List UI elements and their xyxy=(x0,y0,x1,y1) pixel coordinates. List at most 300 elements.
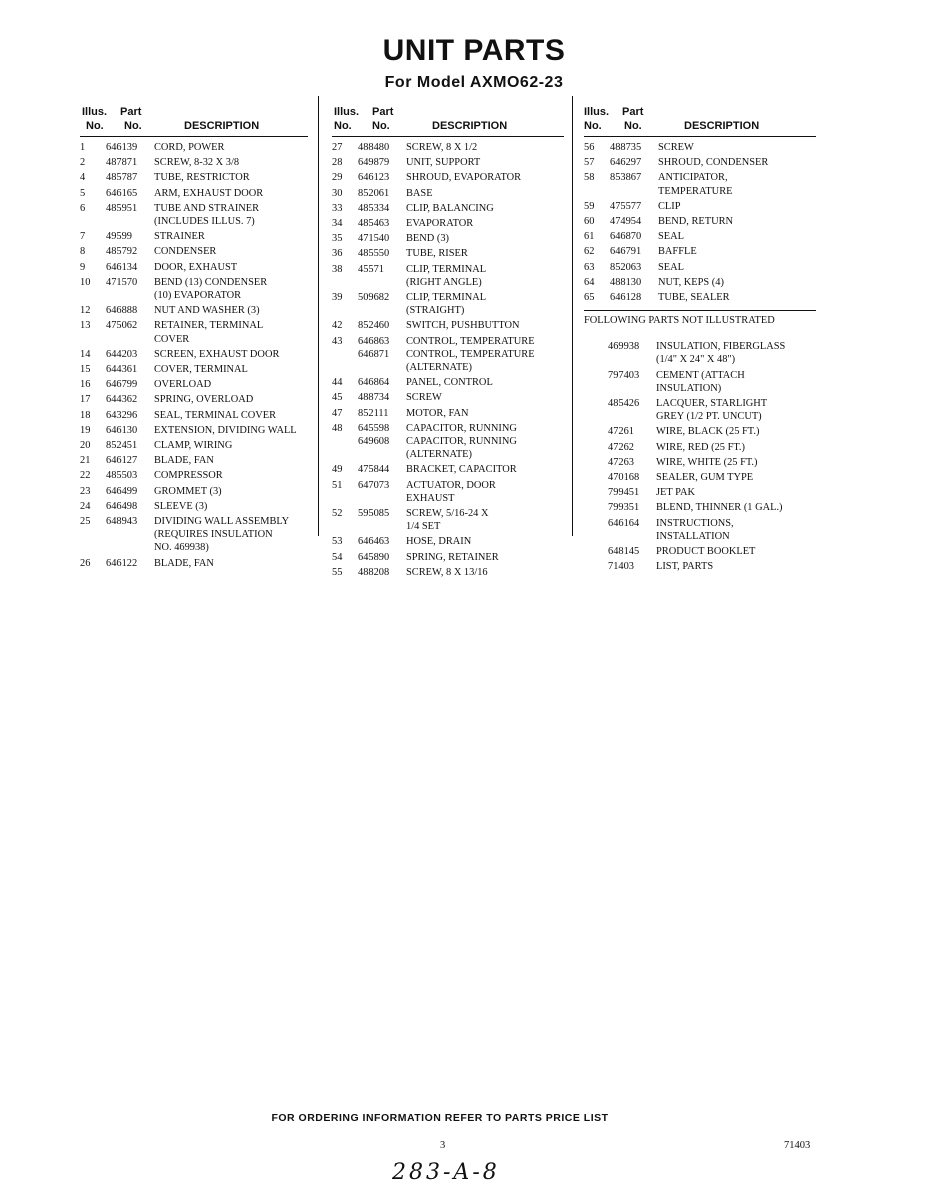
part-number: 485503 xyxy=(106,470,138,482)
illus-number: 10 xyxy=(80,276,91,288)
not-illustrated-heading: FOLLOWING PARTS NOT ILLUSTRATED xyxy=(584,310,816,326)
part-number: 47262 xyxy=(608,441,634,453)
parts-row xyxy=(584,369,816,395)
not-illustrated-list xyxy=(584,340,816,573)
part-description xyxy=(656,369,816,395)
parts-row xyxy=(80,454,308,467)
description-line: (ALTERNATE) xyxy=(406,449,472,461)
part-description xyxy=(658,200,816,213)
description-line: (10) EVAPORATOR xyxy=(154,290,242,302)
description-line: SCREW, 8 X 1/2 xyxy=(406,142,478,153)
description-line: COVER xyxy=(154,333,190,345)
part-number: 47263 xyxy=(608,456,634,468)
parts-row xyxy=(584,230,816,243)
parts-row xyxy=(584,215,816,228)
description-line: RETAINER, TERMINAL xyxy=(154,320,264,332)
part-description xyxy=(154,276,308,302)
description-line: SCREW, 8-32 X 3/8 xyxy=(154,157,240,169)
part-description xyxy=(406,187,564,200)
description-line: CLIP, TERMINAL xyxy=(406,292,487,304)
part-number: 646165 xyxy=(106,187,138,199)
illus-number: 24 xyxy=(80,500,91,512)
part-number: 799351 xyxy=(608,502,640,514)
description-line: 1/4 SET xyxy=(406,521,441,533)
part-number: 485787 xyxy=(106,172,138,184)
illus-number: 42 xyxy=(332,320,343,332)
description-line: OVERLOAD xyxy=(154,379,212,391)
illus-number xyxy=(584,456,608,469)
part-number: 488208 xyxy=(358,566,390,578)
description-line: INSTALLATION xyxy=(656,530,730,542)
parts-row xyxy=(332,463,564,476)
part-number: 485792 xyxy=(106,246,138,258)
illus-number xyxy=(584,340,608,366)
part-description xyxy=(406,507,564,533)
description-line: BAFFLE xyxy=(658,246,697,258)
part-description xyxy=(656,560,816,573)
illus-number: 4 xyxy=(80,172,86,184)
parts-row xyxy=(80,424,308,437)
parts-row xyxy=(332,376,564,389)
description-line: COVER, TERMINAL xyxy=(154,364,248,376)
illus-number: 22 xyxy=(80,470,91,482)
parts-row xyxy=(584,200,816,213)
document-number: 71403 xyxy=(784,1140,811,1151)
part-description xyxy=(656,425,816,438)
part-number: 648145 xyxy=(608,546,640,558)
part-number: 649879 xyxy=(358,157,390,169)
description-line: SCREW xyxy=(406,392,442,404)
illus-number: 55 xyxy=(332,566,343,578)
part-description xyxy=(406,232,564,245)
part-description xyxy=(658,141,816,154)
part-description xyxy=(154,409,308,422)
part-description xyxy=(656,340,816,366)
parts-row xyxy=(332,435,564,461)
part-number: 646799 xyxy=(106,379,138,391)
part-number: 485550 xyxy=(358,248,390,260)
part-description xyxy=(406,263,564,289)
part-description xyxy=(154,469,308,482)
part-description xyxy=(154,156,308,169)
description-line: EXTENSION, DIVIDING WALL xyxy=(154,424,297,436)
part-description xyxy=(406,319,564,332)
illus-number: 5 xyxy=(80,187,86,199)
illus-number xyxy=(332,348,358,374)
part-description xyxy=(154,363,308,376)
part-number: 475844 xyxy=(358,464,390,476)
part-no-header: No. xyxy=(372,120,390,132)
illus-number: 54 xyxy=(332,551,343,563)
part-description xyxy=(154,393,308,406)
parts-row xyxy=(332,319,564,332)
description-line: HOSE, DRAIN xyxy=(406,536,472,548)
parts-row xyxy=(332,202,564,215)
part-description xyxy=(656,397,816,423)
description-line: CEMENT (ATTACH xyxy=(656,369,745,381)
parts-row xyxy=(584,171,816,197)
illus-number xyxy=(584,517,608,543)
description-line: CONDENSER xyxy=(154,246,217,258)
parts-row xyxy=(80,156,308,169)
part-no-header: No. xyxy=(124,120,142,132)
illus-number: 36 xyxy=(332,248,343,260)
part-number: 646134 xyxy=(106,261,138,273)
illus-number: 19 xyxy=(80,424,91,436)
part-number: 852460 xyxy=(358,320,390,332)
description-line: TUBE, SEALER xyxy=(658,292,730,304)
model-subtitle: For Model AXMO62-23 xyxy=(384,74,564,91)
parts-row xyxy=(332,263,564,289)
description-line: NUT, KEPS (4) xyxy=(658,276,724,288)
parts-row xyxy=(332,335,564,348)
illus-number: 7 xyxy=(80,231,86,243)
description-line: SCREEN, EXHAUST DOOR xyxy=(154,348,280,360)
parts-row xyxy=(584,245,816,258)
illus-number: 61 xyxy=(584,231,595,243)
description-line: TUBE, RESTRICTOR xyxy=(154,172,250,184)
parts-row xyxy=(332,348,564,374)
parts-row xyxy=(584,261,816,274)
description-line: TEMPERATURE xyxy=(658,185,733,197)
parts-row xyxy=(332,187,564,200)
description-line: PRODUCT BOOKLET xyxy=(656,546,756,558)
part-description xyxy=(154,230,308,243)
description-line: BEND (3) xyxy=(406,233,449,245)
description-line: SPRING, OVERLOAD xyxy=(154,394,254,406)
illus-number: 27 xyxy=(332,142,343,153)
part-number: 488130 xyxy=(610,276,642,288)
illus-number: 21 xyxy=(80,455,91,467)
parts-row xyxy=(584,471,816,484)
illus-number: 25 xyxy=(80,516,91,528)
part-description xyxy=(658,156,816,169)
part-number: 509682 xyxy=(358,292,390,304)
part-description xyxy=(406,391,564,404)
parts-row xyxy=(584,340,816,366)
part-number: 644362 xyxy=(106,394,138,406)
column-divider xyxy=(318,96,319,536)
parts-row xyxy=(584,291,816,304)
part-number: 646139 xyxy=(106,142,138,153)
parts-row xyxy=(80,319,308,345)
part-number: 485951 xyxy=(106,202,138,214)
illus-number: 12 xyxy=(80,305,91,317)
description-line: TUBE, RISER xyxy=(406,248,468,260)
illus-number xyxy=(584,397,608,423)
illus-number: 20 xyxy=(80,440,91,452)
description-line: SWITCH, PUSHBUTTON xyxy=(406,320,520,332)
part-number: 853867 xyxy=(610,172,642,184)
description-line: CAPACITOR, RUNNING xyxy=(406,422,517,434)
description-line: SCREW xyxy=(658,142,694,153)
parts-row xyxy=(584,425,816,438)
description-line: (STRAIGHT) xyxy=(406,305,465,317)
parts-row xyxy=(332,422,564,435)
part-number: 485426 xyxy=(608,398,640,410)
part-number: 646863 xyxy=(358,335,390,347)
part-description xyxy=(154,485,308,498)
header-rule xyxy=(332,136,564,137)
parts-row xyxy=(332,141,564,154)
part-number: 475577 xyxy=(610,200,642,212)
part-description xyxy=(406,463,564,476)
illus-no-header: No. xyxy=(86,120,104,132)
illus-number: 43 xyxy=(332,335,343,347)
description-line: SHROUD, CONDENSER xyxy=(658,157,769,169)
description-header: DESCRIPTION xyxy=(684,120,760,132)
description-header: DESCRIPTION xyxy=(432,120,508,132)
description-line: SPRING, RETAINER xyxy=(406,551,499,563)
part-description xyxy=(154,454,308,467)
parts-row xyxy=(332,217,564,230)
illus-number: 18 xyxy=(80,409,91,421)
parts-row xyxy=(80,187,308,200)
parts-row xyxy=(584,441,816,454)
part-number: 471540 xyxy=(358,233,390,245)
part-description xyxy=(154,141,308,154)
illus-number: 65 xyxy=(584,292,595,304)
part-description xyxy=(658,171,816,197)
parts-row xyxy=(584,397,816,423)
part-number: 47261 xyxy=(608,426,634,438)
part-number: 646888 xyxy=(106,305,138,317)
parts-row xyxy=(80,171,308,184)
part-number: 643296 xyxy=(106,409,138,421)
column-divider xyxy=(572,96,573,536)
part-description xyxy=(406,217,564,230)
illus-number: 35 xyxy=(332,233,343,245)
part-description xyxy=(406,247,564,260)
parts-row xyxy=(80,378,308,391)
illus-header: Illus. xyxy=(82,106,108,118)
illus-number: 45 xyxy=(332,392,343,404)
part-number: 485463 xyxy=(358,218,390,230)
part-number: 647073 xyxy=(358,479,390,491)
part-number: 487871 xyxy=(106,157,138,169)
description-line: ACTUATOR, DOOR xyxy=(406,479,496,491)
parts-row xyxy=(80,230,308,243)
description-line: (REQUIRES INSULATION xyxy=(154,529,273,541)
description-line: BEND, RETURN xyxy=(658,216,734,228)
part-description xyxy=(154,245,308,258)
part-number: 644361 xyxy=(106,364,138,376)
part-number: 71403 xyxy=(608,561,634,573)
illus-number: 15 xyxy=(80,364,91,376)
illus-header: Illus. xyxy=(334,106,360,118)
part-description xyxy=(154,348,308,361)
part-number: 646130 xyxy=(106,424,138,436)
column-header xyxy=(584,100,816,136)
illus-number: 44 xyxy=(332,377,343,389)
description-line: SEAL, TERMINAL COVER xyxy=(154,409,277,421)
description-line: CONTROL, TEMPERATURE xyxy=(406,348,535,360)
description-line: TUBE AND STRAINER xyxy=(154,202,260,214)
parts-row xyxy=(332,535,564,548)
part-number: 646871 xyxy=(358,348,390,360)
parts-row xyxy=(80,393,308,406)
description-line: CLIP, BALANCING xyxy=(406,202,494,214)
illus-number: 1 xyxy=(80,142,86,153)
description-line: EXHAUST xyxy=(406,492,455,504)
parts-row xyxy=(80,363,308,376)
description-line: SCREW, 5/16-24 X xyxy=(406,508,489,520)
parts-row xyxy=(584,456,816,469)
parts-row xyxy=(584,560,816,573)
description-line: LACQUER, STARLIGHT xyxy=(656,398,768,410)
illus-number: 6 xyxy=(80,202,86,214)
parts-row xyxy=(332,291,564,317)
part-description xyxy=(656,486,816,499)
parts-row xyxy=(80,304,308,317)
part-description xyxy=(154,319,308,345)
description-line: EVAPORATOR xyxy=(406,218,474,230)
illus-number: 17 xyxy=(80,394,91,406)
parts-row xyxy=(332,156,564,169)
part-number: 475062 xyxy=(106,320,138,332)
part-description xyxy=(656,471,816,484)
description-line: NUT AND WASHER (3) xyxy=(154,305,260,317)
illus-number: 53 xyxy=(332,536,343,548)
illus-number xyxy=(584,369,608,395)
illus-number: 48 xyxy=(332,422,343,434)
description-line: ARM, EXHAUST DOOR xyxy=(154,187,264,199)
parts-list xyxy=(584,340,816,573)
description-line: PANEL, CONTROL xyxy=(406,377,493,389)
description-line: ANTICIPATOR, xyxy=(658,172,728,184)
parts-row xyxy=(584,156,816,169)
description-line: SCREW, 8 X 13/16 xyxy=(406,566,488,578)
parts-row xyxy=(584,517,816,543)
parts-row xyxy=(332,391,564,404)
illus-number: 23 xyxy=(80,485,91,497)
part-description xyxy=(656,441,816,454)
part-number: 852063 xyxy=(610,261,642,273)
illus-number: 26 xyxy=(80,557,91,569)
parts-row xyxy=(332,566,564,579)
part-description xyxy=(154,515,308,555)
parts-row xyxy=(80,409,308,422)
description-line: WIRE, WHITE (25 FT.) xyxy=(656,456,758,468)
description-line: CAPACITOR, RUNNING xyxy=(406,436,517,448)
page-title: UNIT PARTS xyxy=(382,34,566,67)
part-number: 852451 xyxy=(106,440,138,452)
part-number: 646164 xyxy=(608,517,640,529)
illus-number xyxy=(584,560,608,573)
illus-number: 60 xyxy=(584,216,595,228)
illus-header: Illus. xyxy=(584,106,610,118)
parts-row xyxy=(80,557,308,570)
illus-number: 52 xyxy=(332,508,343,520)
part-description xyxy=(658,276,816,289)
header-rule xyxy=(584,136,816,137)
description-line: CLIP, TERMINAL xyxy=(406,263,487,275)
description-line: SHROUD, EVAPORATOR xyxy=(406,172,522,184)
part-number: 645890 xyxy=(358,551,390,563)
description-line: NO. 469938) xyxy=(154,542,209,554)
description-line: STRAINER xyxy=(154,231,205,243)
description-line: (ALTERNATE) xyxy=(406,362,472,374)
illus-number: 39 xyxy=(332,292,343,304)
part-number: 488734 xyxy=(358,392,390,404)
parts-column-2 xyxy=(332,100,564,579)
part-description xyxy=(406,202,564,215)
part-number: 485334 xyxy=(358,202,390,214)
parts-row xyxy=(584,545,816,558)
part-header: Part xyxy=(120,106,142,118)
ordering-footer: FOR ORDERING INFORMATION REFER TO PARTS PRICE LIST xyxy=(271,1112,609,1124)
description-line: BLADE, FAN xyxy=(154,455,214,467)
illus-number xyxy=(584,425,608,438)
header-rule xyxy=(80,136,308,137)
illus-number xyxy=(584,486,608,499)
parts-row xyxy=(80,439,308,452)
part-number: 645598 xyxy=(358,422,390,434)
part-number: 649608 xyxy=(358,436,390,448)
description-line: SEAL xyxy=(658,261,684,273)
part-description xyxy=(406,435,564,461)
parts-row xyxy=(584,141,816,154)
parts-row xyxy=(80,141,308,154)
part-description xyxy=(658,291,816,304)
part-number: 797403 xyxy=(608,369,640,381)
parts-row xyxy=(80,485,308,498)
description-line: BLEND, THINNER (1 GAL.) xyxy=(656,502,783,514)
parts-row xyxy=(332,171,564,184)
description-line: INSTRUCTIONS, xyxy=(656,517,734,529)
illus-number xyxy=(584,441,608,454)
part-description xyxy=(154,261,308,274)
part-number: 646463 xyxy=(358,536,390,548)
parts-row xyxy=(332,407,564,420)
description-line: CLIP xyxy=(658,200,681,212)
part-description xyxy=(406,422,564,435)
part-description xyxy=(154,202,308,228)
description-line: GREY (1/2 PT. UNCUT) xyxy=(656,411,762,423)
description-line: (INCLUDES ILLUS. 7) xyxy=(154,216,255,228)
part-description xyxy=(406,291,564,317)
part-number: 648943 xyxy=(106,516,138,528)
part-description xyxy=(154,500,308,513)
illus-number: 57 xyxy=(584,157,595,169)
part-number: 644203 xyxy=(106,348,138,360)
part-number: 646128 xyxy=(610,292,642,304)
part-description xyxy=(154,378,308,391)
parts-row xyxy=(80,276,308,302)
part-description xyxy=(658,261,816,274)
part-description xyxy=(658,230,816,243)
description-line: BASE xyxy=(406,187,433,199)
illus-no-header: No. xyxy=(584,120,602,132)
part-description xyxy=(406,141,564,154)
part-number: 595085 xyxy=(358,508,390,520)
part-description xyxy=(406,171,564,184)
illus-number xyxy=(332,435,358,461)
part-number: 488480 xyxy=(358,142,390,153)
part-description xyxy=(406,566,564,579)
parts-row xyxy=(332,232,564,245)
parts-row xyxy=(80,500,308,513)
part-number: 488735 xyxy=(610,142,642,153)
parts-row xyxy=(332,507,564,533)
description-line: COMPRESSOR xyxy=(154,470,223,482)
illus-number: 30 xyxy=(332,187,343,199)
parts-row xyxy=(80,515,308,555)
part-description xyxy=(154,424,308,437)
parts-list xyxy=(584,141,816,304)
illus-number: 9 xyxy=(80,261,86,273)
description-line: INSULATION, FIBERGLASS xyxy=(656,341,786,353)
